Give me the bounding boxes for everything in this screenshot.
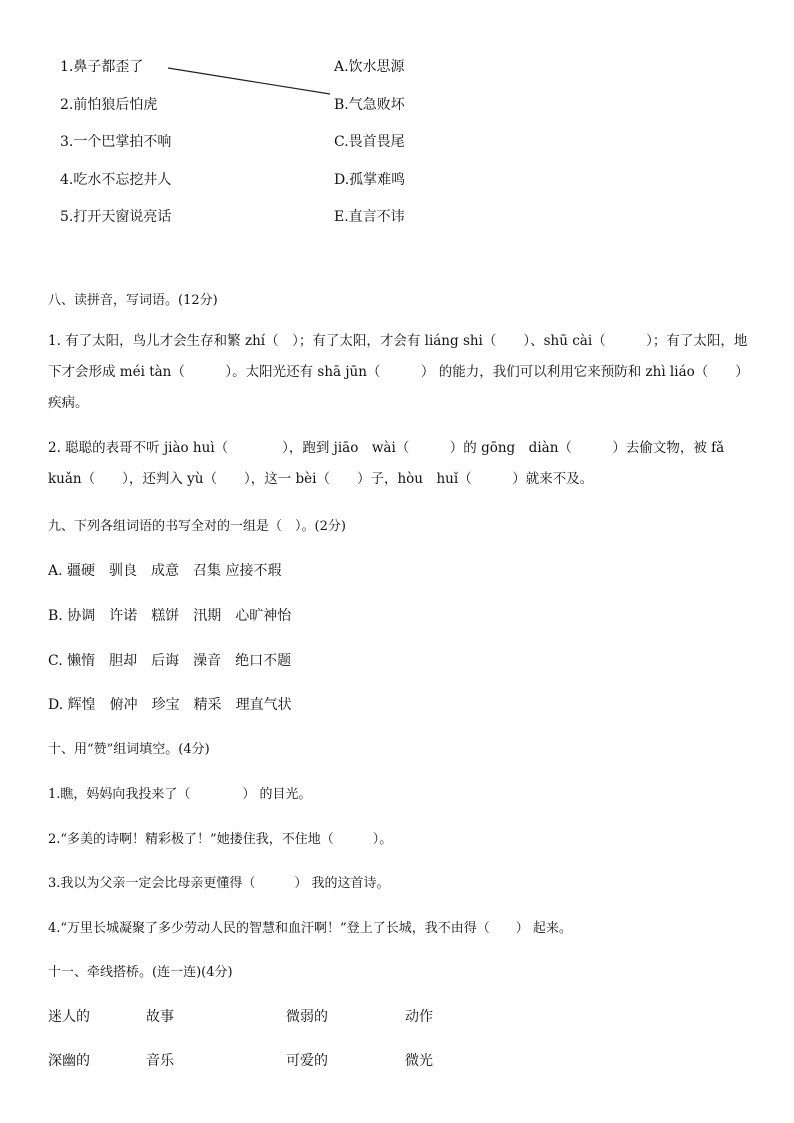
section-9-title: 九、下列各组词语的书写全对的一组是（ ）。(2分) bbox=[48, 519, 346, 534]
section-8-question-1: 1. 有了太阳，鸟儿才会生存和繁 zhí（ ）；有了太阳，才会有 liáng shi（ ）、shū cài（ ）；有了太阳，地下才会形成 méi tàn（ ）。太阳光还有 shā jūn（ ） 的能力，我们可以利用它来预防和 zhì liáo（ ） 疾病。 bbox=[48, 333, 749, 411]
match-left-4: 4.吃水不忘挖井人 bbox=[60, 172, 172, 188]
match-right-d: D.孤掌难鸣 bbox=[334, 172, 406, 188]
match-left-3: 3.一个巴掌拍不响 bbox=[60, 134, 172, 150]
section-9-option-a: A. 疆硬 驯良 成意 召集 应接不瑕 bbox=[48, 563, 282, 579]
match-right-a: A.饮水思源 bbox=[334, 59, 405, 75]
match-left-1: 1.鼻子都歪了 bbox=[60, 59, 144, 75]
match-left-5: 5.打开天窗说亮话 bbox=[60, 209, 172, 225]
section-8-title: 八、读拼音，写词语。(12分) bbox=[48, 293, 218, 308]
word-item: 音乐 bbox=[146, 1053, 174, 1069]
section-9-option-c: C. 懒惰 胆却 后诲 澡音 绝口不题 bbox=[48, 653, 292, 669]
match-right-e: E.直言不讳 bbox=[334, 209, 405, 225]
section-10-item-3: 3.我以为父亲一定会比母亲更懂得（ ） 我的这首诗。 bbox=[48, 876, 390, 891]
section-9-option-b: B. 协调 许诺 糕饼 汛期 心旷神怡 bbox=[48, 608, 292, 624]
match-right-b: B.气急败坏 bbox=[334, 97, 405, 113]
section-10-item-1: 1.瞧，妈妈向我投来了（ ） 的目光。 bbox=[48, 787, 312, 802]
section-10-title: 十、用“赞”组词填空。(4分) bbox=[48, 742, 210, 757]
word-item: 深幽的 bbox=[48, 1053, 90, 1069]
section-10-item-4: 4.“万里长城凝聚了多少劳动人民的智慧和血汗啊！”登上了长城，我不由得（ ） 起来。 bbox=[48, 921, 572, 936]
word-item: 微弱的 bbox=[286, 1009, 328, 1025]
section-10-item-2: 2.“多美的诗啊！精彩极了！”她搂住我，不住地（ ）。 bbox=[48, 832, 393, 847]
word-item: 故事 bbox=[146, 1009, 174, 1025]
section-9-option-d: D. 辉惶 俯冲 珍宝 精采 理直气状 bbox=[48, 697, 292, 713]
word-item: 微光 bbox=[405, 1053, 433, 1069]
section-8-question-2: 2. 聪聪的表哥不听 jiào huì（ ），跑到 jiāo wài（ ）的 gōng diàn（ ）去偷文物，被 fǎ kuǎn（ ），还判入 yù（ ），这一 bèi（ ）子，hòu huǐ（ ）就来不及。 bbox=[48, 440, 738, 487]
word-item: 可爱的 bbox=[286, 1053, 328, 1069]
section-11-title: 十一、牵线搭桥。(连一连)(4分) bbox=[48, 965, 233, 980]
word-item: 动作 bbox=[405, 1009, 433, 1025]
word-item: 迷人的 bbox=[48, 1009, 90, 1025]
match-left-2: 2.前怕狼后怕虎 bbox=[60, 97, 158, 113]
match-right-c: C.畏首畏尾 bbox=[334, 134, 405, 150]
